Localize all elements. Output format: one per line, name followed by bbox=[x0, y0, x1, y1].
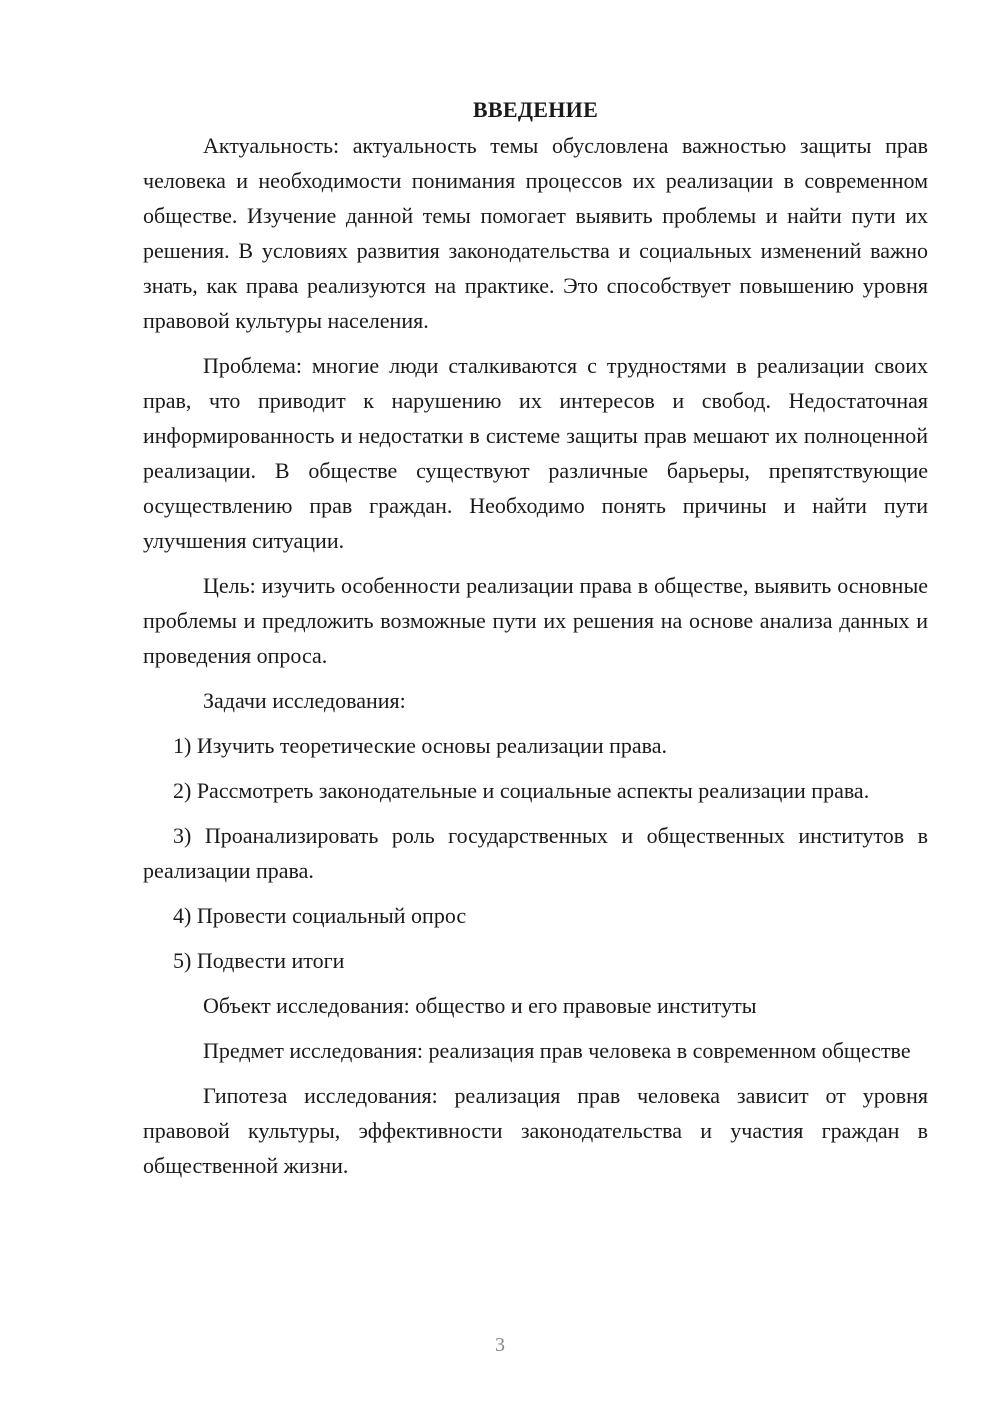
tasks-heading: Задачи исследования: bbox=[203, 688, 406, 713]
task-item: 3) Проанализировать роль государственных и общественных институтов в реализации права. bbox=[143, 823, 928, 883]
relevance-paragraph: Актуальность: актуальность темы обусловлена важностью защиты прав человека и необходимости понимания процессов их реализации в современном обществе. Изучение данной темы помогает выявить проблемы и найти пути их решения. В условиях развития законодательства и социальных изменений важно знать, как права реализуются на практике. Это способствует повышению уровня правовой культуры населения. bbox=[143, 133, 928, 333]
task-item: 2) Рассмотреть законодательные и социальные аспекты реализации права. bbox=[173, 778, 870, 803]
hypothesis-paragraph: Гипотеза исследования: реализация прав человека зависит от уровня правовой культуры, эффективности законодательства и участия граждан в общественной жизни. bbox=[143, 1083, 928, 1178]
page-content bbox=[143, 92, 928, 1183]
task-item: 1) Изучить теоретические основы реализации права. bbox=[173, 733, 668, 758]
object-paragraph: Объект исследования: общество и его правовые институты bbox=[203, 993, 757, 1018]
subject-paragraph: Предмет исследования: реализация прав человека в современном обществе bbox=[203, 1038, 911, 1063]
page-title: ВВЕДЕНИЕ bbox=[472, 97, 599, 122]
task-item: 5) Подвести итоги bbox=[173, 948, 345, 973]
problem-paragraph: Проблема: многие люди сталкиваются с трудностями в реализации своих прав, что приводит к нарушению их интересов и свобод. Недостаточная информированность и недостатки в системе защиты прав мешают их полноценной реализации. В обществе существуют различные барьеры, препятствующие осуществлению прав граждан. Необходимо понять причины и найти пути улучшения ситуации. bbox=[143, 353, 928, 553]
page-number: 3 bbox=[495, 1334, 505, 1356]
task-item: 4) Провести социальный опрос bbox=[173, 903, 467, 928]
goal-paragraph: Цель: изучить особенности реализации права в обществе, выявить основные проблемы и предложить возможные пути их решения на основе анализа данных и проведения опроса. bbox=[143, 573, 928, 668]
